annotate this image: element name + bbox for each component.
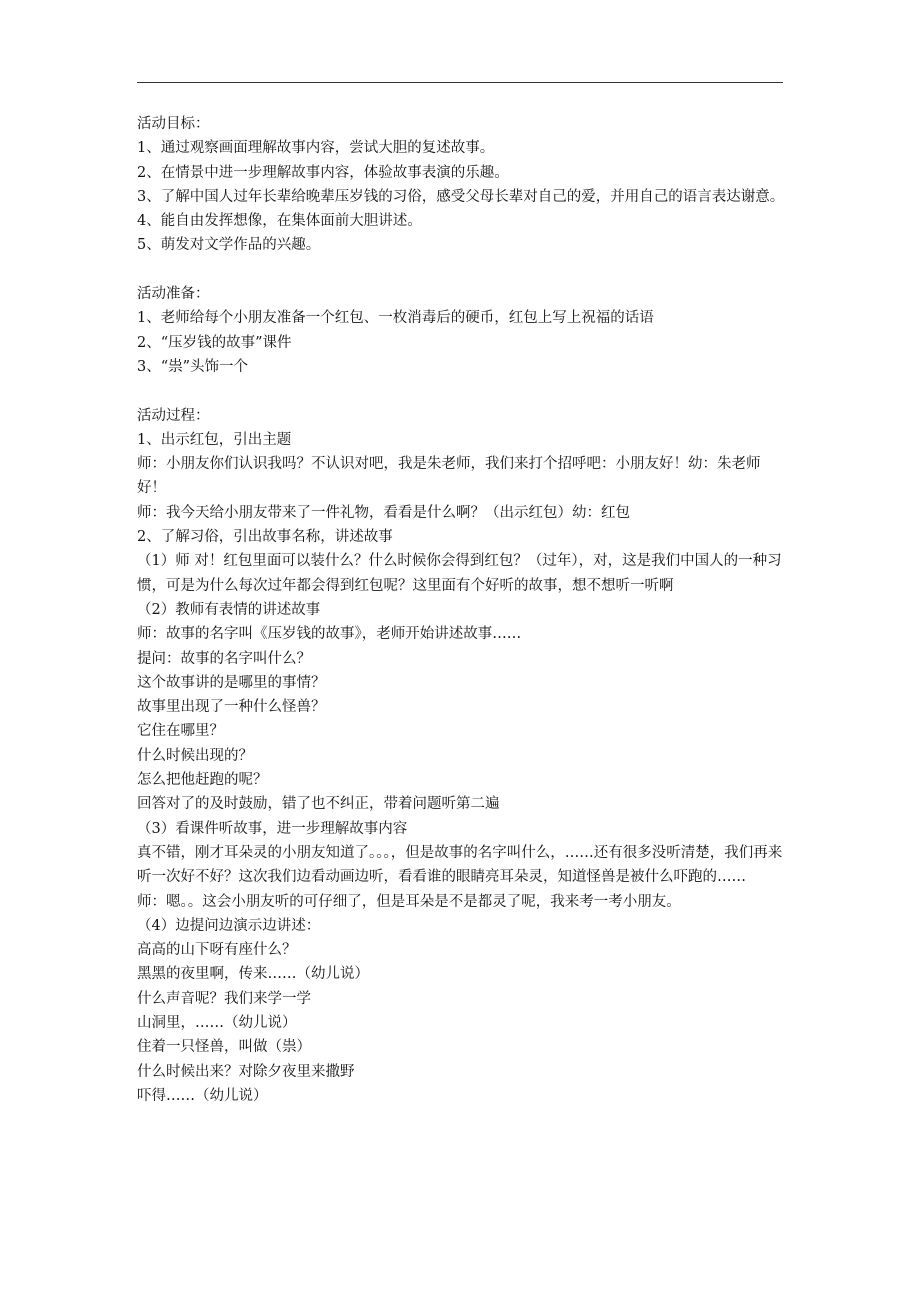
prep-item: 3、“祟”头饰一个 — [137, 358, 249, 375]
prep-item: 1、老师给每个小朋友准备一个红包、一枚消毒后的硬币，红包上写上祝福的话语 — [137, 310, 654, 327]
process-line: 回答对了的及时鼓励，错了也不纠正，带着问题听第二遍 — [137, 796, 500, 813]
document-body — [137, 112, 787, 1108]
process-line: 住着一只怪兽，叫做（祟） — [137, 1039, 311, 1056]
process-line: 吓得……（幼儿说） — [137, 1087, 268, 1104]
process-line: 师：我今天给小朋友带来了一件礼物，看看是什么啊？（出示红包）幼：红包 — [137, 504, 630, 521]
prep-item: 2、“压岁钱的故事”课件 — [137, 334, 292, 351]
process-line: 真不错，刚才耳朵灵的小朋友知道了。。。，但是故事的名字叫什么，……还有很多没听清楚，我们再来听一次好不好？这次我们边看动画边听，看看谁的眼睛亮耳朵灵，知道怪兽是被什么吓跑的…… — [137, 844, 783, 886]
process-line: 它住在哪里？ — [137, 723, 224, 740]
paragraph-gap — [137, 258, 787, 282]
process-heading: 活动过程： — [137, 407, 210, 424]
process-line: 师：嗯。。这会小朋友听的可仔细了，但是耳朵是不是都灵了呢，我来考一考小朋友。 — [137, 893, 681, 910]
goal-item: 2、在情景中进一步理解故事内容，体验故事表演的乐趣。 — [137, 164, 509, 181]
process-line: 山洞里，……（幼儿说） — [137, 1014, 297, 1031]
process-line: 师：故事的名字叫《压岁钱的故事》，老师开始讲述故事…… — [137, 626, 522, 643]
process-line: （4）边提问边演示边讲述： — [137, 917, 321, 934]
goal-item: 4、能自由发挥想像，在集体面前大胆讲述。 — [137, 213, 422, 230]
prep-heading: 活动准备： — [137, 286, 210, 303]
process-line: 2、了解习俗，引出故事名称，讲述故事 — [137, 529, 393, 546]
process-line: （2）教师有表情的讲述故事 — [137, 601, 321, 618]
paragraph-gap — [137, 379, 787, 403]
goal-item: 5、萌发对文学作品的兴趣。 — [137, 237, 321, 254]
process-line: 这个故事讲的是哪里的事情？ — [137, 674, 326, 691]
process-line: 什么时候出现的？ — [137, 747, 253, 764]
process-line: 什么时候出来？对除夕夜里来撒野 — [137, 1063, 355, 1080]
goal-item: 3、了解中国人过年长辈给晚辈压岁钱的习俗，感受父母长辈对自己的爱，并用自己的语言表达谢意。 — [137, 188, 785, 205]
process-line: （3）看课件听故事，进一步理解故事内容 — [137, 820, 408, 837]
process-line: 黑黑的夜里啊，传来……（幼儿说） — [137, 966, 369, 983]
process-line: 怎么把他赶跑的呢？ — [137, 772, 268, 789]
process-line: 高高的山下呀有座什么？ — [137, 942, 297, 959]
process-line: 什么声音呢？我们来学一学 — [137, 990, 311, 1007]
process-line: 提问：故事的名字叫什么？ — [137, 650, 311, 667]
process-line: 故事里出现了一种什么怪兽？ — [137, 699, 326, 716]
goal-item: 1、通过观察画面理解故事内容，尝试大胆的复述故事。 — [137, 140, 495, 157]
process-line: 1、出示红包，引出主题 — [137, 431, 292, 448]
header-rule — [137, 82, 783, 83]
process-line: （1）师 对！红包里面可以装什么？什么时候你会得到红包？（过年），对，这是我们中国人的一种习惯，可是为什么每次过年都会得到红包呢？这里面有个好听的故事，想不想听一听啊 — [137, 553, 782, 594]
goals-heading: 活动目标： — [137, 116, 210, 132]
process-line: 师：小朋友你们认识我吗？不认识对吧，我是朱老师，我们来打个招呼吧：小朋友好！幼：朱老师好！ — [137, 456, 761, 497]
